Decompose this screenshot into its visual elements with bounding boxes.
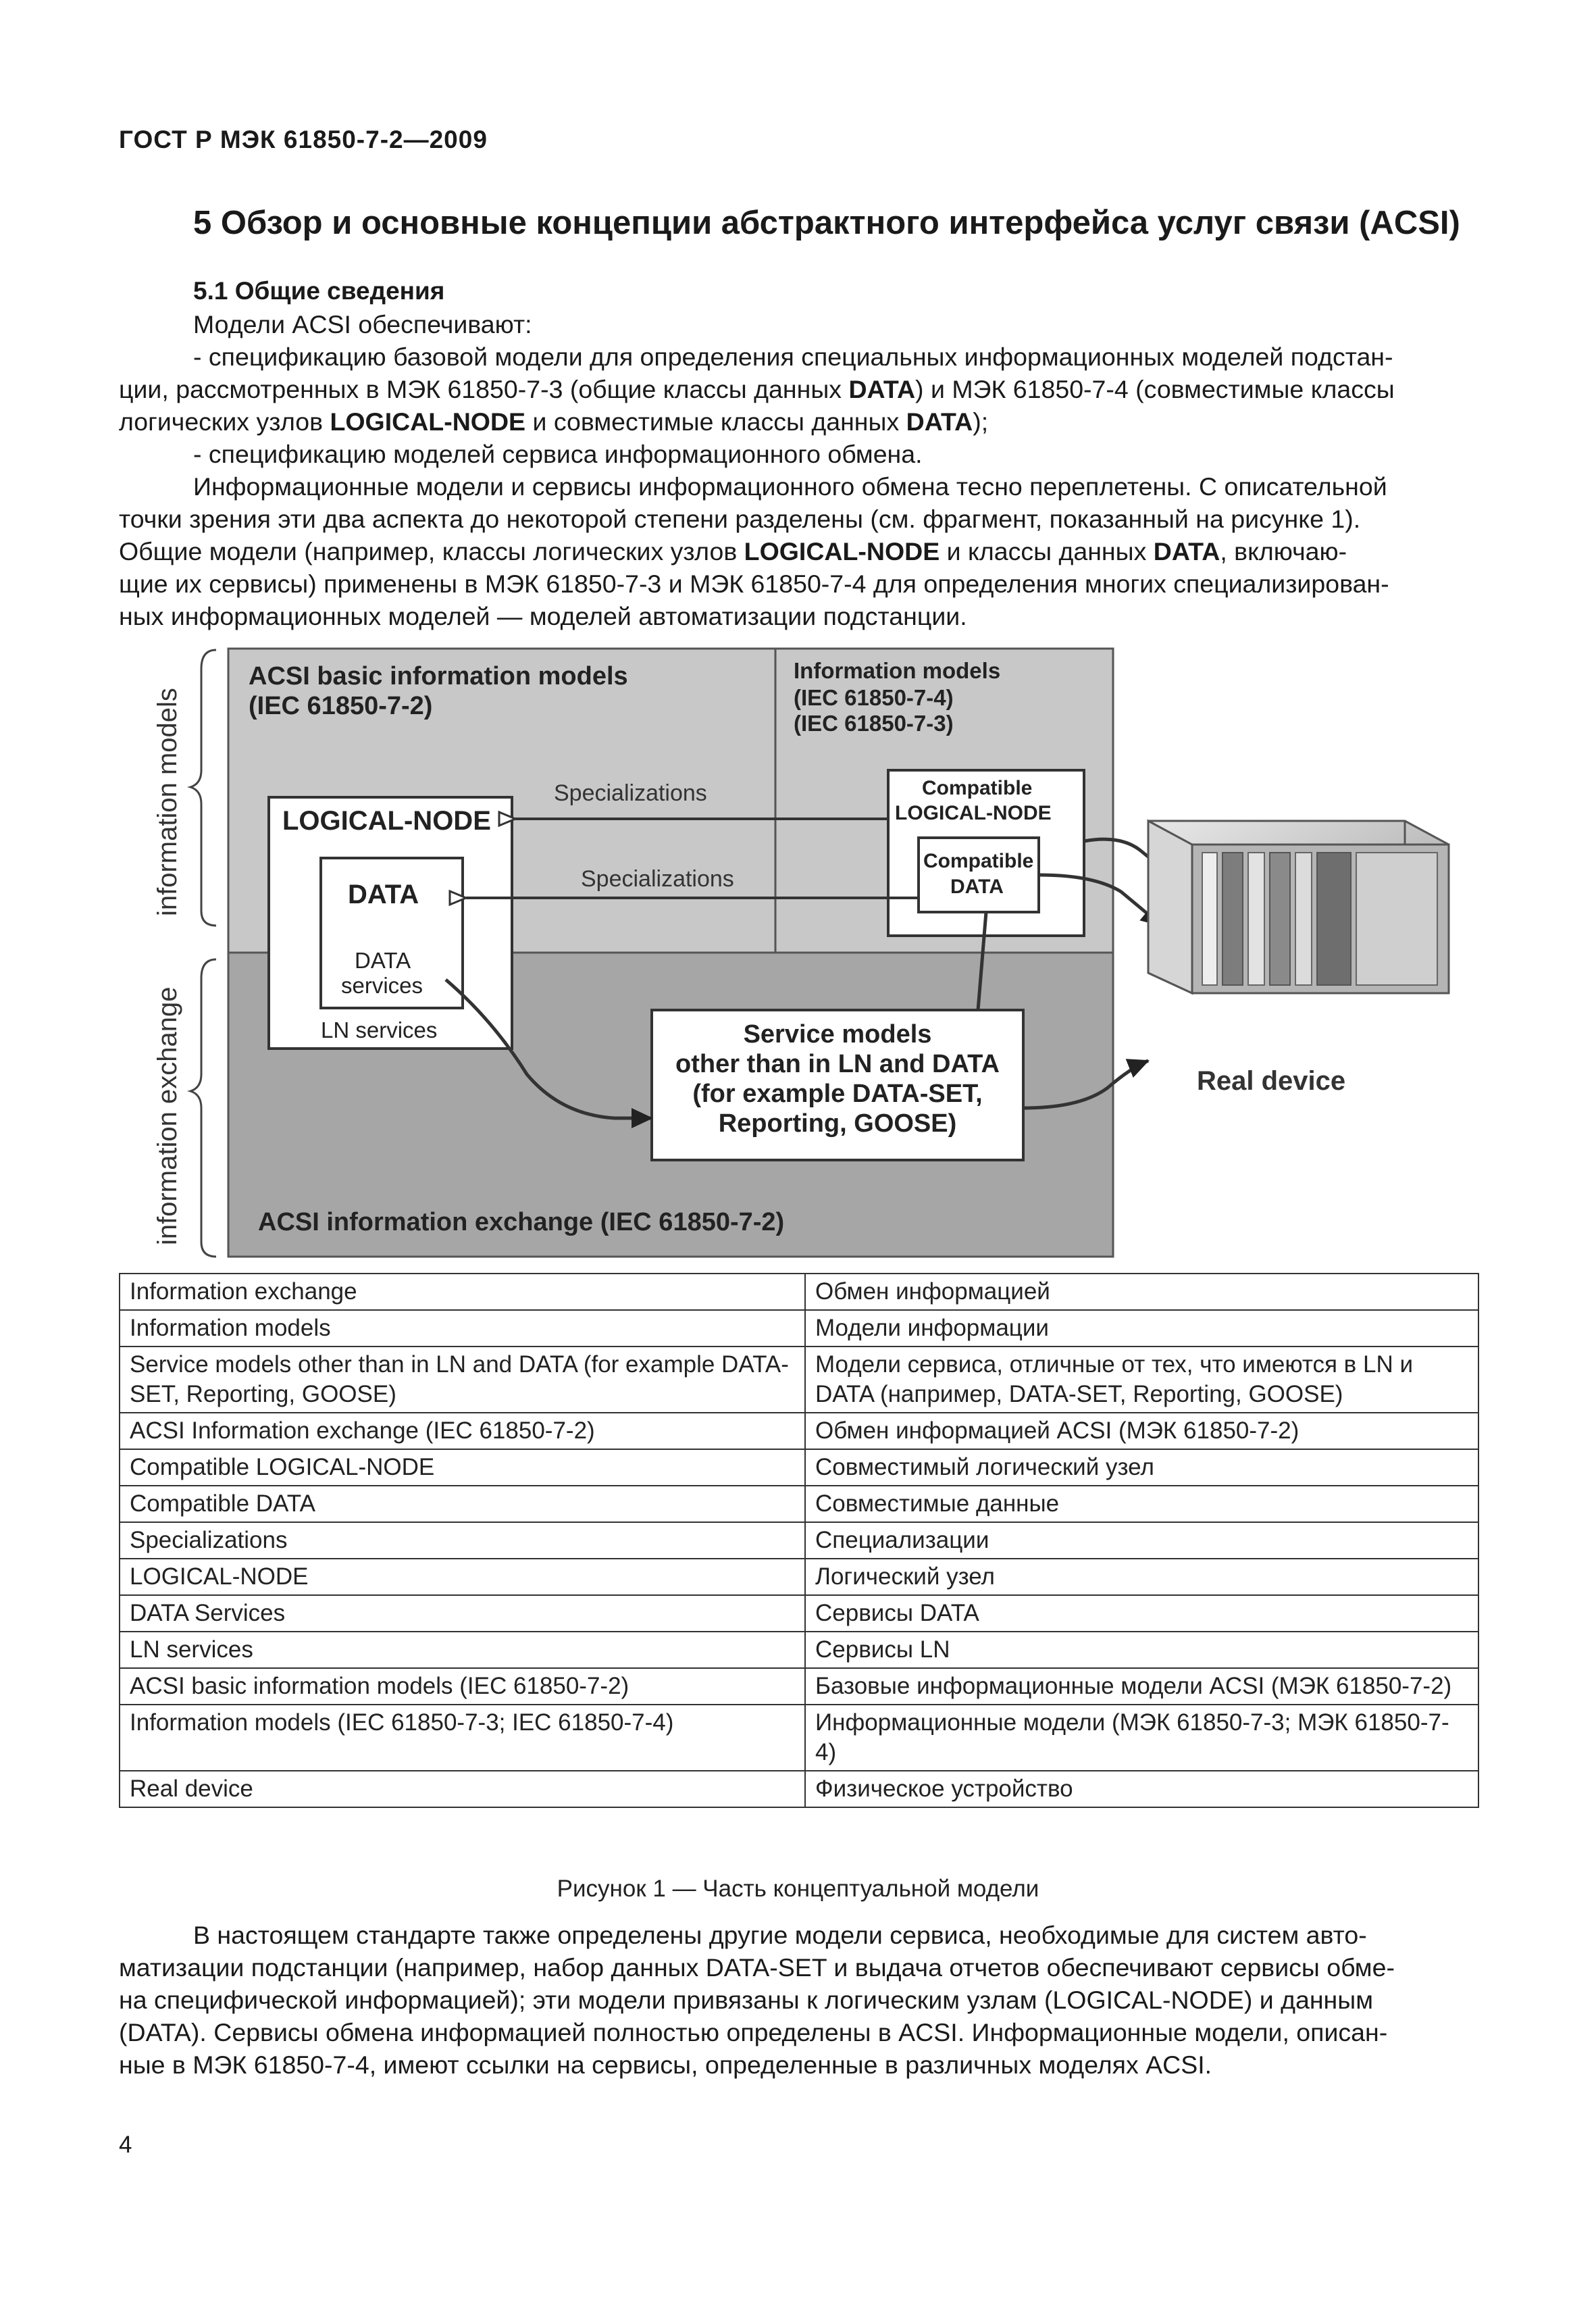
page-number: 4 — [119, 2132, 132, 2158]
legend-row — [120, 1595, 1478, 1632]
real-device-label: Real device — [1197, 1066, 1346, 1096]
legend-term-en: Service models other than in LN and DATA (for example DATA-SET, Reporting, GOOSE) — [120, 1347, 805, 1413]
legend-term-en: Real device — [120, 1771, 805, 1807]
legend-term-en: Compatible LOGICAL-NODE — [120, 1449, 805, 1486]
acsi-basic-ref: (IEC 61850-7-2) — [249, 692, 433, 720]
service-models-l2: other than in LN and DATA — [675, 1050, 1000, 1078]
legend-term-ru: Совместимый логический узел — [805, 1449, 1478, 1486]
legend-term-en: DATA Services — [120, 1595, 805, 1632]
legend-term-en: Information models (IEC 61850-7-3; IEC 61850-7-4) — [120, 1705, 805, 1771]
service-models-l4: Reporting, GOOSE) — [718, 1109, 957, 1138]
legend-row — [120, 1559, 1478, 1595]
compatible-ln-label-1: Compatible — [922, 777, 1033, 799]
info-models-ref-1: (IEC 61850-7-4) — [794, 685, 954, 710]
acsi-basic-title: ACSI basic information models — [249, 662, 628, 690]
text-line: Общие модели (например, классы логических узлов LOGICAL-NODE и классы данных DATA, включаю- — [119, 537, 1347, 565]
legend-term-ru: Обмен информацией — [805, 1274, 1478, 1310]
document-id: ГОСТ Р МЭК 61850-7-2—2009 — [119, 126, 488, 153]
legend-term-ru: Сервисы LN — [805, 1632, 1478, 1668]
compatible-data-box — [919, 838, 1039, 912]
data-services-label-2: services — [341, 973, 423, 998]
legend-row — [120, 1522, 1478, 1559]
legend-term-en: LN services — [120, 1632, 805, 1668]
legend-term-en: ACSI basic information models (IEC 61850-7-2) — [120, 1668, 805, 1705]
data-label: DATA — [348, 880, 419, 909]
legend-term-ru: Базовые информационные модели ACSI (МЭК 61850-7-2) — [805, 1668, 1478, 1705]
logical-node-label: LOGICAL-NODE — [282, 806, 491, 836]
legend-term-ru: Сервисы DATA — [805, 1595, 1478, 1632]
legend-row — [120, 1413, 1478, 1449]
legend-term-en: LOGICAL-NODE — [120, 1559, 805, 1595]
legend-term-en: Compatible DATA — [120, 1486, 805, 1522]
text-line: щие их сервисы) применены в МЭК 61850-7-3 и МЭК 61850-7-4 для определения многих специализирован- — [119, 570, 1389, 598]
legend-term-ru: Логический узел — [805, 1559, 1478, 1595]
legend-term-ru: Модели сервиса, отличные от тех, что имеются в LN и DATA (например, DATA-SET, Reporting, GOOSE) — [805, 1347, 1478, 1413]
ln-services-label: LN services — [321, 1017, 438, 1042]
legend-row — [120, 1310, 1478, 1347]
figure-caption: Рисунок 1 — Часть концептуальной модели — [557, 1876, 1039, 1902]
legend-term-ru: Модели информации — [805, 1310, 1478, 1347]
legend-row — [120, 1632, 1478, 1668]
text-line: на специфической информацией); эти модели привязаны к логическим узлам (LOGICAL-NODE) и данным — [119, 1986, 1373, 2014]
acsi-exchange-label: ACSI information exchange (IEC 61850-7-2) — [258, 1208, 785, 1236]
compatible-data-label-2: DATA — [950, 876, 1004, 898]
text-line: Информационные модели и сервисы информационного обмена тесно переплетены. С описательной — [193, 472, 1387, 501]
legend-term-en: ACSI Information exchange (IEC 61850-7-2) — [120, 1413, 805, 1449]
bracket-bottom — [190, 959, 216, 1257]
legend-row — [120, 1486, 1478, 1522]
subsection-title: 5.1 Общие сведения — [193, 277, 445, 305]
service-models-l3: (for example DATA-SET, — [692, 1080, 983, 1108]
intro-text — [119, 308, 1479, 632]
info-models-title: Information models — [794, 658, 1001, 683]
legend-row — [120, 1347, 1478, 1413]
data-services-label-1: DATA — [355, 948, 411, 973]
text-line: точки зрения эти два аспекта до некоторой степени разделены (см. фрагмент, показанный на рисунке 1). — [119, 505, 1361, 533]
legend-term-ru: Специализации — [805, 1522, 1478, 1559]
bracket-top — [190, 650, 216, 926]
text-line: ции, рассмотренных в МЭК 61850-7-3 (общие классы данных DATA) и МЭК 61850-7-4 (совместимые классы — [119, 375, 1395, 403]
text-line: матизации подстанции (например, набор данных DATA-SET и выдача отчетов обеспечивают сервисы обме- — [119, 1953, 1395, 1982]
legend-row — [120, 1449, 1478, 1486]
section-title: 5 Обзор и основные концепции абстрактного интерфейса услуг связи (ACSI) — [193, 205, 1460, 241]
info-models-ref-2: (IEC 61850-7-3) — [794, 711, 954, 736]
legend-term-ru: Физическое устройство — [805, 1771, 1478, 1807]
legend-term-en: Specializations — [120, 1522, 805, 1559]
text-line: ные в МЭК 61850-7-4, имеют ссылки на сервисы, определенные в различных моделях ACSI. — [119, 2051, 1212, 2079]
legend-term-en: Information models — [120, 1310, 805, 1347]
legend-row — [120, 1771, 1478, 1807]
legend-row — [120, 1274, 1478, 1310]
legend-term-en: Information exchange — [120, 1274, 805, 1310]
side-label-information-exchange: information exchange — [153, 986, 182, 1245]
specializations-label-2: Specializations — [581, 866, 734, 892]
legend-term-ru: Информационные модели (МЭК 61850-7-3; МЭК 61850-7-4) — [805, 1705, 1478, 1771]
legend-row — [120, 1705, 1478, 1771]
side-label-information-models: information models — [153, 688, 182, 916]
text-line: ных информационных моделей — моделей автоматизации подстанции. — [119, 602, 967, 630]
text-line: В настоящем стандарте также определены другие модели сервиса, необходимые для систем авто- — [193, 1921, 1367, 1949]
legend-table — [119, 1273, 1479, 1808]
text-line: - спецификацию базовой модели для определения специальных информационных моделей подстан- — [193, 343, 1393, 371]
compatible-data-label-1: Compatible — [923, 850, 1034, 872]
text-line: логических узлов LOGICAL-NODE и совместимые классы данных DATA); — [119, 407, 989, 436]
text-line: Модели ACSI обеспечивают: — [193, 310, 532, 338]
outro-text — [119, 1919, 1479, 2081]
legend-term-ru: Обмен информацией ACSI (МЭК 61850-7-2) — [805, 1413, 1478, 1449]
compatible-ln-label-2: LOGICAL-NODE — [895, 802, 1052, 824]
specializations-label-1: Specializations — [554, 780, 707, 806]
concept-diagram — [149, 642, 1472, 1263]
text-line: (DATA). Сервисы обмена информацией полностью определены в ACSI. Информационные модели, описан- — [119, 2018, 1388, 2046]
text-line: - спецификацию моделей сервиса информационного обмена. — [193, 440, 923, 468]
legend-row — [120, 1668, 1478, 1705]
service-models-l1: Service models — [743, 1020, 932, 1049]
real-device-image — [1148, 821, 1449, 993]
legend-term-ru: Совместимые данные — [805, 1486, 1478, 1522]
